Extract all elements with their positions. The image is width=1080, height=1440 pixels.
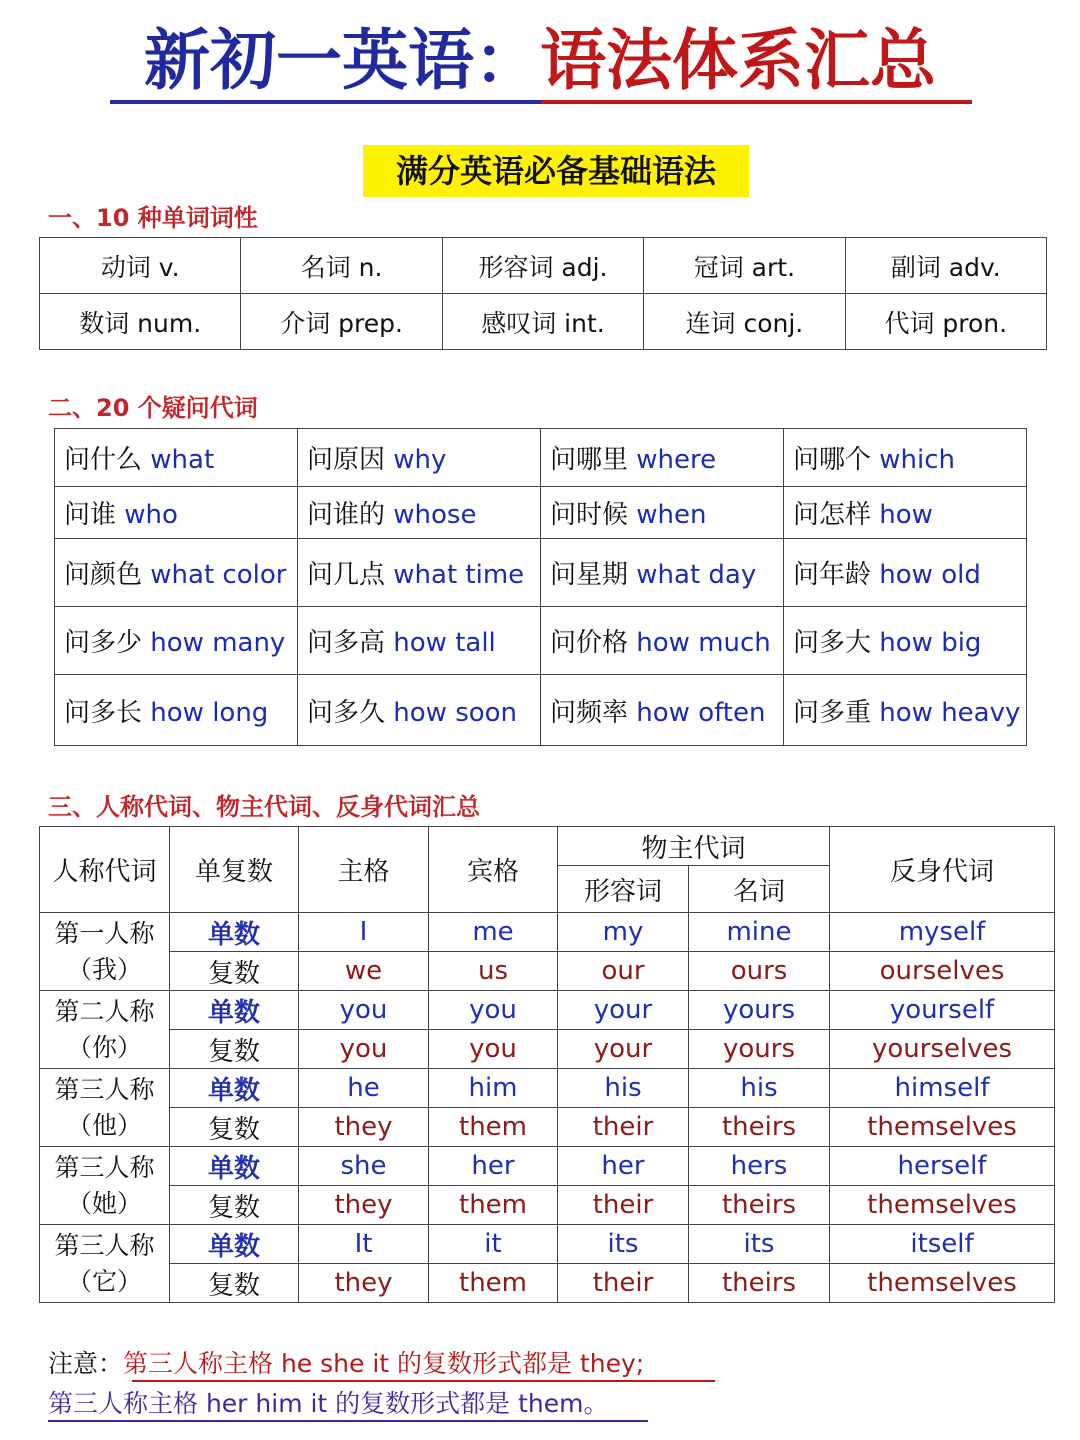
pronoun-form-cell: mine: [689, 913, 830, 952]
pos-cell: 副词 adv.: [845, 238, 1046, 294]
pronoun-row-plural: [40, 1108, 1055, 1147]
pos-cell: 冠词 art.: [644, 238, 845, 294]
number-cell: 复数: [170, 1186, 299, 1225]
person-cell: [40, 913, 170, 991]
title-part2: 语法体系汇总: [540, 21, 936, 99]
question-cell: [541, 675, 784, 746]
page-title: [0, 18, 1080, 102]
question-cn: 问价格: [550, 628, 629, 658]
pronoun-form-cell: myself: [830, 913, 1055, 952]
pos-cell: 名词 n.: [241, 238, 442, 294]
question-cn: 问星期: [550, 560, 629, 590]
question-cell: [541, 539, 784, 607]
question-en: what time: [393, 560, 525, 590]
pos-row: [40, 294, 1047, 350]
person-cell: [40, 991, 170, 1069]
question-en: how heavy: [879, 697, 1021, 728]
question-en: who: [124, 500, 178, 530]
question-cn: 问哪里: [550, 445, 629, 475]
header-number: 单复数: [170, 827, 299, 913]
question-cn: 问多高: [307, 628, 386, 658]
pronoun-form-cell: you: [299, 1030, 429, 1069]
pronoun-form-cell: us: [429, 952, 558, 991]
question-cell: [55, 675, 298, 746]
question-cell: [55, 429, 298, 487]
pronoun-form-cell: our: [558, 952, 689, 991]
note-line2: 第三人称主格 her him it 的复数形式都是 them。: [48, 1389, 609, 1418]
pos-cell: 介词 prep.: [241, 294, 442, 350]
section1-heading: 一、10 种单词词性: [48, 204, 258, 232]
note-label: 注意：: [48, 1349, 124, 1378]
pronoun-form-cell: theirs: [689, 1108, 830, 1147]
pronoun-form-cell: his: [689, 1069, 830, 1108]
number-cell: 复数: [170, 952, 299, 991]
pronoun-form-cell: my: [558, 913, 689, 952]
pronoun-form-cell: we: [299, 952, 429, 991]
title-underline-red: [542, 100, 972, 104]
question-en: how long: [150, 697, 269, 728]
question-en: where: [636, 445, 717, 475]
question-en: how old: [879, 560, 981, 590]
section3-heading: 三、人称代词、物主代词、反身代词汇总: [48, 793, 480, 821]
pronoun-form-cell: you: [299, 991, 429, 1030]
pronoun-form-cell: they: [299, 1264, 429, 1303]
question-en: how many: [150, 628, 286, 658]
pronoun-form-cell: your: [558, 991, 689, 1030]
pronoun-row-plural: [40, 1030, 1055, 1069]
question-cn: 问年龄: [793, 560, 872, 590]
question-cn: 问多重: [793, 697, 872, 728]
header-possessive: 物主代词: [558, 827, 830, 866]
question-row: [55, 487, 1027, 539]
pronoun-form-cell: they: [299, 1108, 429, 1147]
question-cn: 问怎样: [793, 500, 872, 530]
subtitle-highlight: 满分英语必备基础语法: [363, 145, 749, 197]
person-label: 第二人称: [54, 996, 155, 1026]
pos-row: [40, 238, 1047, 294]
pronoun-form-cell: yours: [689, 1030, 830, 1069]
question-cell: [784, 539, 1027, 607]
pronoun-form-cell: I: [299, 913, 429, 952]
pronoun-form-cell: its: [558, 1225, 689, 1264]
note-line1: [48, 1348, 644, 1380]
pronoun-form-cell: it: [429, 1225, 558, 1264]
question-cell: [55, 539, 298, 607]
person-cell: [40, 1225, 170, 1303]
question-en: how: [879, 500, 933, 530]
header-object: 宾格: [429, 827, 558, 913]
pronoun-table: [39, 826, 1055, 1303]
pronoun-form-cell: themselves: [830, 1108, 1055, 1147]
question-en: why: [393, 445, 447, 475]
pronoun-form-cell: itself: [830, 1225, 1055, 1264]
note-text1: 第三人称主格 he she it 的复数形式都是 they;: [123, 1349, 645, 1378]
pronoun-form-cell: his: [558, 1069, 689, 1108]
pronoun-form-cell: yourselves: [830, 1030, 1055, 1069]
question-cell: [784, 487, 1027, 539]
header-reflexive: 反身代词: [830, 827, 1055, 913]
pronoun-form-cell: you: [429, 991, 558, 1030]
question-cell: [541, 429, 784, 487]
pronoun-form-cell: them: [429, 1264, 558, 1303]
person-label: 第一人称: [54, 918, 155, 948]
pronoun-row-singular: [40, 1147, 1055, 1186]
question-en: how often: [636, 697, 766, 728]
question-cn: 问时候: [550, 500, 629, 530]
question-cn: 问多少: [64, 628, 143, 658]
person-cell: [40, 1147, 170, 1225]
question-row: [55, 675, 1027, 746]
pronoun-form-cell: she: [299, 1147, 429, 1186]
pronoun-form-cell: you: [429, 1030, 558, 1069]
pronoun-row-singular: [40, 1069, 1055, 1108]
person-label: 第三人称: [54, 1152, 155, 1182]
question-cn: 问什么: [64, 445, 143, 475]
pronoun-form-cell: her: [558, 1147, 689, 1186]
pronoun-form-cell: them: [429, 1108, 558, 1147]
question-en: how soon: [393, 697, 518, 728]
number-cell: 复数: [170, 1108, 299, 1147]
question-en: what color: [150, 560, 287, 590]
note-underline2: [48, 1420, 648, 1422]
question-en: whose: [393, 500, 477, 530]
pos-cell: 形容词 adj.: [442, 238, 643, 294]
question-row: [55, 607, 1027, 675]
question-row: [55, 429, 1027, 487]
pos-cell: 感叹词 int.: [442, 294, 643, 350]
parts-of-speech-table: [39, 237, 1047, 350]
question-cell: [298, 675, 541, 746]
pronoun-form-cell: their: [558, 1264, 689, 1303]
pronoun-form-cell: theirs: [689, 1264, 830, 1303]
pronoun-form-cell: yourself: [830, 991, 1055, 1030]
question-cell: [298, 607, 541, 675]
header-person: 人称代词: [40, 827, 170, 913]
person-label: 第三人称: [54, 1074, 155, 1104]
number-cell: 单数: [170, 1225, 299, 1264]
question-en: how big: [879, 628, 982, 658]
header-possessive-noun: 名词: [689, 866, 830, 913]
pronoun-form-cell: he: [299, 1069, 429, 1108]
pronoun-form-cell: herself: [830, 1147, 1055, 1186]
question-en: what day: [636, 560, 757, 590]
question-en: how much: [636, 628, 771, 658]
pronoun-form-cell: themselves: [830, 1264, 1055, 1303]
person-paren: （它）: [66, 1266, 142, 1296]
header-possessive-adj: 形容词: [558, 866, 689, 913]
pronoun-form-cell: themselves: [830, 1186, 1055, 1225]
question-cn: 问多久: [307, 697, 386, 728]
person-paren: （你）: [66, 1032, 142, 1062]
number-cell: 复数: [170, 1030, 299, 1069]
question-row: [55, 539, 1027, 607]
number-cell: 单数: [170, 1147, 299, 1186]
question-cell: [784, 607, 1027, 675]
person-label: 第三人称: [54, 1230, 155, 1260]
title-underline-blue: [110, 100, 542, 104]
pronoun-form-cell: them: [429, 1186, 558, 1225]
pos-cell: 动词 v.: [40, 238, 241, 294]
header-subject: 主格: [299, 827, 429, 913]
question-cell: [298, 487, 541, 539]
pos-cell: 数词 num.: [40, 294, 241, 350]
question-en: which: [879, 445, 956, 475]
question-cn: 问谁: [64, 500, 117, 530]
question-cn: 问几点: [307, 560, 386, 590]
question-cn: 问多长: [64, 697, 143, 728]
pronoun-form-cell: its: [689, 1225, 830, 1264]
pronoun-row-plural: [40, 952, 1055, 991]
pronoun-row-singular: [40, 913, 1055, 952]
section2-heading: 二、20 个疑问代词: [48, 394, 258, 422]
question-cn: 问原因: [307, 445, 386, 475]
number-cell: 单数: [170, 991, 299, 1030]
pronoun-form-cell: her: [429, 1147, 558, 1186]
pronoun-form-cell: ours: [689, 952, 830, 991]
question-cell: [784, 675, 1027, 746]
note-underline1: [132, 1380, 715, 1382]
pronoun-form-cell: theirs: [689, 1186, 830, 1225]
pronoun-form-cell: they: [299, 1186, 429, 1225]
question-cn: 问多大: [793, 628, 872, 658]
pronoun-row-plural: [40, 1186, 1055, 1225]
pronoun-form-cell: their: [558, 1108, 689, 1147]
question-cell: [55, 487, 298, 539]
number-cell: 复数: [170, 1264, 299, 1303]
number-cell: 单数: [170, 1069, 299, 1108]
pronoun-form-cell: me: [429, 913, 558, 952]
pos-cell: 代词 pron.: [845, 294, 1046, 350]
question-en: what: [150, 445, 215, 475]
question-cell: [541, 607, 784, 675]
question-cn: 问频率: [550, 697, 629, 728]
question-en: when: [636, 500, 707, 530]
pronoun-form-cell: your: [558, 1030, 689, 1069]
question-words-table: [54, 428, 1027, 746]
pronoun-form-cell: ourselves: [830, 952, 1055, 991]
question-cn: 问颜色: [64, 560, 143, 590]
person-paren: （她）: [66, 1188, 142, 1218]
number-cell: 单数: [170, 913, 299, 952]
question-en: how tall: [393, 628, 496, 658]
question-cell: [55, 607, 298, 675]
question-cell: [298, 539, 541, 607]
person-paren: （我）: [66, 954, 142, 984]
pronoun-form-cell: It: [299, 1225, 429, 1264]
pronoun-row-singular: [40, 991, 1055, 1030]
pronoun-form-cell: yours: [689, 991, 830, 1030]
pronoun-row-plural: [40, 1264, 1055, 1303]
question-cell: [541, 487, 784, 539]
pronoun-form-cell: him: [429, 1069, 558, 1108]
question-cn: 问哪个: [793, 445, 872, 475]
question-cell: [298, 429, 541, 487]
person-cell: [40, 1069, 170, 1147]
question-cn: 问谁的: [307, 500, 386, 530]
title-part1: 新初一英语：: [144, 21, 540, 99]
pronoun-form-cell: their: [558, 1186, 689, 1225]
pronoun-form-cell: himself: [830, 1069, 1055, 1108]
person-paren: （他）: [66, 1110, 142, 1140]
pos-cell: 连词 conj.: [644, 294, 845, 350]
pronoun-form-cell: hers: [689, 1147, 830, 1186]
pronoun-row-singular: [40, 1225, 1055, 1264]
question-cell: [784, 429, 1027, 487]
